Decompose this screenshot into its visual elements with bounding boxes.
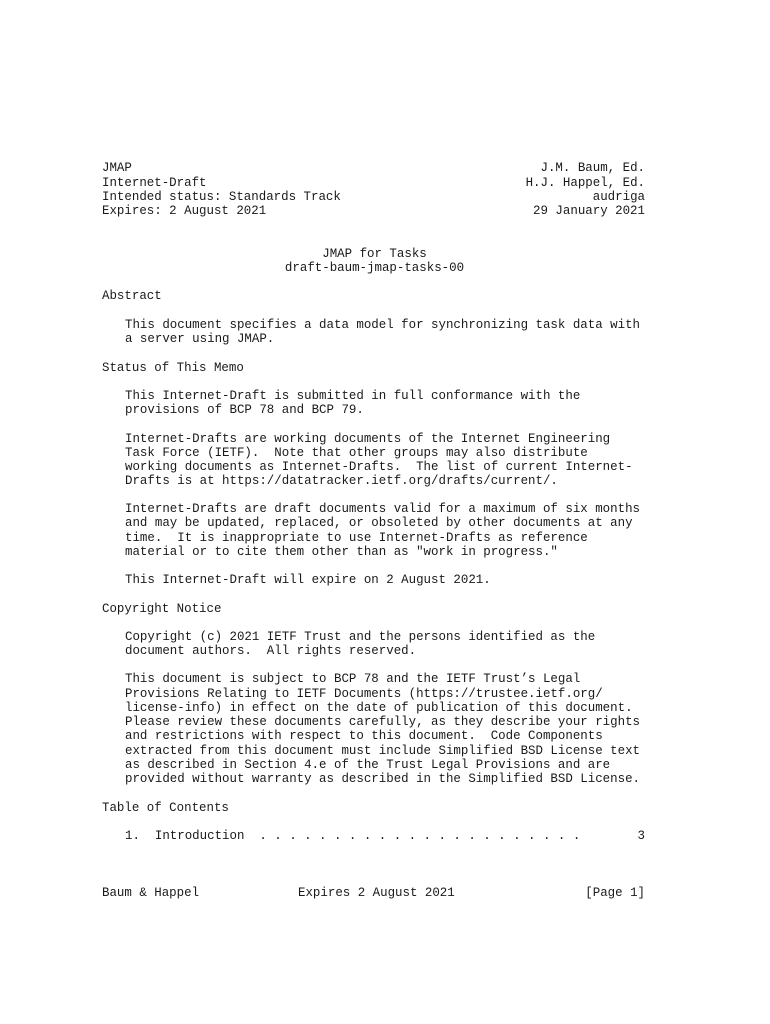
footer-expires: Expires 2 August 2021 [298, 886, 455, 900]
paragraph-line: Internet-Drafts are working documents of the Internet Engineering [125, 432, 611, 446]
document-draft-name: draft-baum-jmap-tasks-00 [284, 261, 465, 275]
paragraph-line: This document specifies a data model for synchronizing task data with [125, 318, 640, 332]
section-heading-toc: Table of Contents [102, 801, 229, 815]
paragraph-line: as described in Section 4.e of the Trust Legal Provisions and are [125, 758, 611, 772]
header-expires: Expires: 2 August 2021 [102, 204, 267, 218]
header-doc-type: Internet-Draft [102, 176, 207, 190]
toc-entry-text[interactable]: 1. Introduction . . . . . . . . . . . . . . . . . . . . . . [125, 829, 581, 843]
paragraph-line: document authors. All rights reserved. [125, 644, 417, 658]
paragraph-line: This Internet-Draft will expire on 2 August 2021. [125, 573, 491, 587]
paragraph-line: material or to cite them other than as "work in progress." [125, 545, 558, 559]
paragraph-line: and may be updated, replaced, or obsoleted by other documents at any [125, 516, 633, 530]
header-working-group: JMAP [102, 161, 132, 175]
header-date: 29 January 2021 [533, 204, 645, 218]
section-heading-status: Status of This Memo [102, 361, 244, 375]
header-intended-status: Intended status: Standards Track [102, 190, 341, 204]
footer-authors: Baum & Happel [102, 886, 200, 900]
paragraph-line: Please review these documents carefully, as they describe your rights [125, 715, 640, 729]
paragraph-line: time. It is inappropriate to use Internet-Drafts as reference [125, 531, 588, 545]
toc-entry-page[interactable]: 3 [637, 829, 645, 843]
paragraph-line: a server using JMAP. [125, 332, 275, 346]
footer-page-number: [Page 1] [585, 886, 645, 900]
header-organization: audriga [592, 190, 645, 204]
paragraph-line: provisions of BCP 78 and BCP 79. [125, 403, 364, 417]
document-title: JMAP for Tasks [322, 247, 427, 261]
paragraph-line: This document is subject to BCP 78 and the IETF Trust’s Legal [125, 672, 581, 686]
paragraph-line: Internet-Drafts are draft documents valid for a maximum of six months [125, 502, 640, 516]
paragraph-line: Drafts is at https://datatracker.ietf.org/drafts/current/. [125, 474, 558, 488]
paragraph-line: extracted from this document must include Simplified BSD License text [125, 744, 640, 758]
header-author-1: J.M. Baum, Ed. [540, 161, 645, 175]
paragraph-line: working documents as Internet-Drafts. The list of current Internet- [125, 460, 633, 474]
paragraph-line: and restrictions with respect to this document. Code Components [125, 729, 603, 743]
paragraph-line: Copyright (c) 2021 IETF Trust and the persons identified as the [125, 630, 596, 644]
paragraph-line: provided without warranty as described in the Simplified BSD License. [125, 772, 640, 786]
paragraph-line: Task Force (IETF). Note that other groups may also distribute [125, 446, 588, 460]
paragraph-line: This Internet-Draft is submitted in full conformance with the [125, 389, 581, 403]
section-heading-abstract: Abstract [102, 289, 162, 303]
paragraph-line: license-info) in effect on the date of publication of this document. [125, 701, 633, 715]
header-author-2: H.J. Happel, Ed. [525, 176, 645, 190]
paragraph-line: Provisions Relating to IETF Documents (https://trustee.ietf.org/ [125, 687, 603, 701]
section-heading-copyright: Copyright Notice [102, 602, 222, 616]
